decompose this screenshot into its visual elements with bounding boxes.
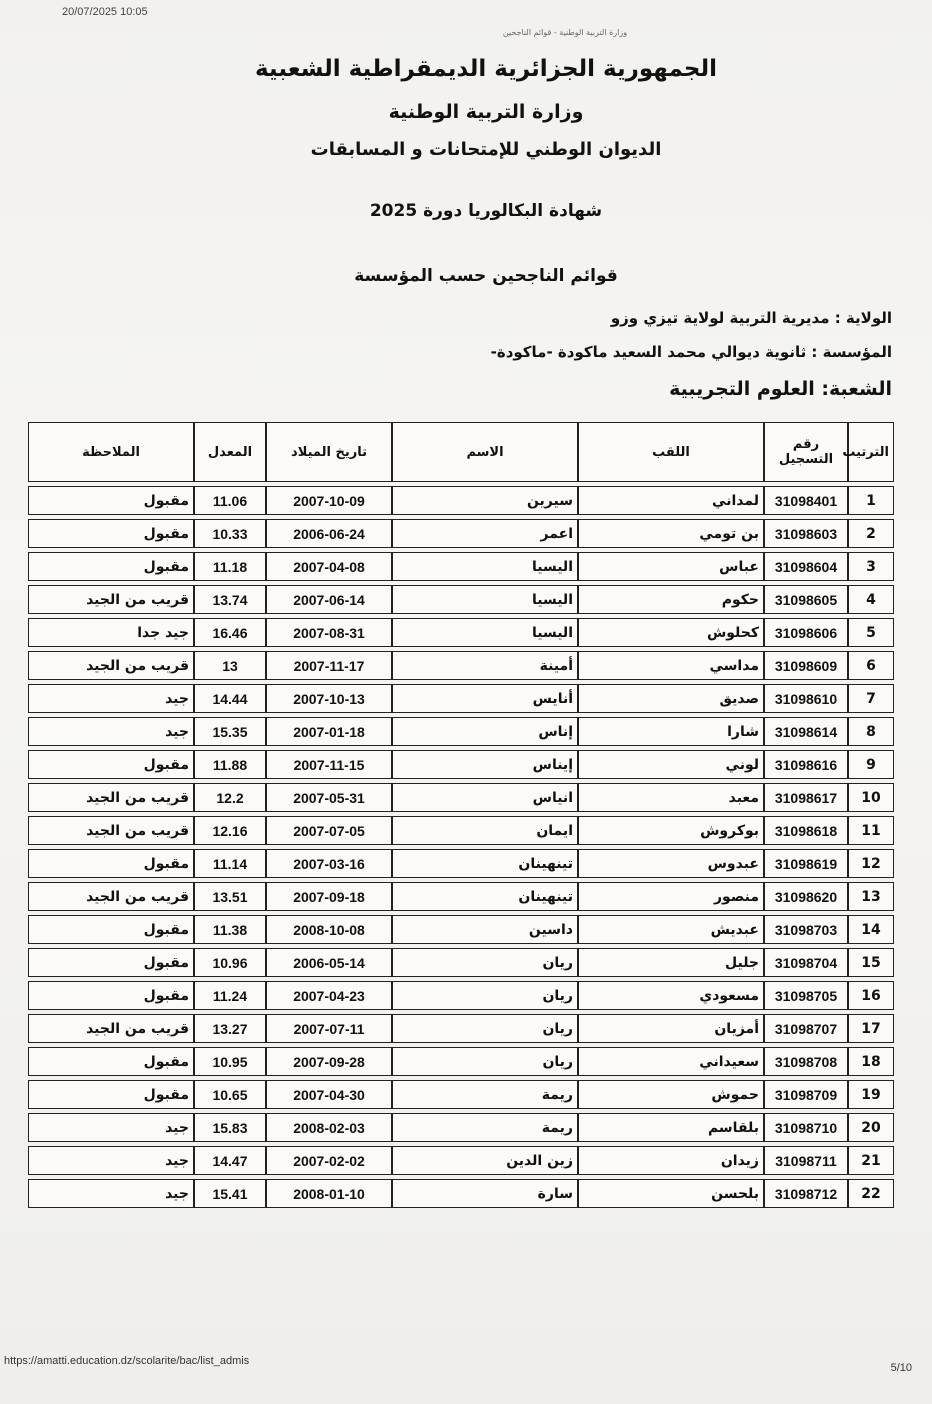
birth-date-cell: 2007-07-11: [266, 1014, 392, 1043]
birth-date-cell: 2008-10-08: [266, 915, 392, 944]
first-name-cell: أنايس: [392, 684, 578, 713]
table-row: [28, 618, 894, 647]
average-cell: 13: [194, 651, 266, 680]
first-name-cell: داسين: [392, 915, 578, 944]
rank-cell: 20: [848, 1113, 894, 1142]
birth-date-cell: 2007-11-17: [266, 651, 392, 680]
rank-cell: 8: [848, 717, 894, 746]
birth-date-cell: 2008-02-03: [266, 1113, 392, 1142]
rank-cell: 14: [848, 915, 894, 944]
remark-cell: مقبول: [28, 486, 194, 515]
header-rank: الترتيب: [848, 422, 894, 482]
last-name-cell: جليل: [578, 948, 764, 977]
table-row: [28, 981, 894, 1010]
last-name-cell: لمداني: [578, 486, 764, 515]
office-title: الديوان الوطني للإمتحانات و المسابقات: [310, 139, 662, 160]
birth-date-cell: 2007-09-28: [266, 1047, 392, 1076]
last-name-cell: عبدوس: [578, 849, 764, 878]
registration-cell: 31098614: [764, 717, 848, 746]
table-row: [28, 585, 894, 614]
rank-cell: 4: [848, 585, 894, 614]
rank-cell: 12: [848, 849, 894, 878]
registration-cell: 31098708: [764, 1047, 848, 1076]
last-name-cell: أمزيان: [578, 1014, 764, 1043]
first-name-cell: اعمر: [392, 519, 578, 548]
table-row: [28, 1080, 894, 1109]
rank-cell: 15: [848, 948, 894, 977]
average-cell: 15.83: [194, 1113, 266, 1142]
table-row: [28, 651, 894, 680]
remark-cell: قريب من الجيد: [28, 585, 194, 614]
table-row: [28, 1113, 894, 1142]
remark-cell: مقبول: [28, 1047, 194, 1076]
first-name-cell: ريان: [392, 1047, 578, 1076]
average-cell: 10.95: [194, 1047, 266, 1076]
registration-cell: 31098604: [764, 552, 848, 581]
last-name-cell: سعيداني: [578, 1047, 764, 1076]
footer-url: https://amatti.education.dz/scolarite/bac/list_admis: [4, 1355, 250, 1367]
birth-date-cell: 2007-10-09: [266, 486, 392, 515]
average-cell: 12.16: [194, 816, 266, 845]
results-table: [28, 418, 894, 1212]
first-name-cell: ايمان: [392, 816, 578, 845]
registration-cell: 31098711: [764, 1146, 848, 1175]
last-name-cell: معبد: [578, 783, 764, 812]
last-name-cell: بلحسن: [578, 1179, 764, 1208]
last-name-cell: عباس: [578, 552, 764, 581]
header-last: اللقب: [578, 422, 764, 482]
registration-cell: 31098705: [764, 981, 848, 1010]
table-row: [28, 552, 894, 581]
last-name-cell: زيدان: [578, 1146, 764, 1175]
rank-cell: 6: [848, 651, 894, 680]
first-name-cell: ريان: [392, 948, 578, 977]
registration-cell: 31098618: [764, 816, 848, 845]
registration-cell: 31098605: [764, 585, 848, 614]
header-note: الملاحظة: [28, 422, 194, 482]
average-cell: 12.2: [194, 783, 266, 812]
average-cell: 10.96: [194, 948, 266, 977]
first-name-cell: ريان: [392, 1014, 578, 1043]
first-name-cell: سيرين: [392, 486, 578, 515]
first-name-cell: اليسيا: [392, 552, 578, 581]
rank-cell: 11: [848, 816, 894, 845]
remark-cell: جيد: [28, 1179, 194, 1208]
first-name-cell: تينهينان: [392, 849, 578, 878]
remark-cell: جيد جدا: [28, 618, 194, 647]
republic-title: الجمهورية الجزائرية الديمقراطية الشعبية: [254, 56, 718, 82]
average-cell: 15.41: [194, 1179, 266, 1208]
remark-cell: جيد: [28, 1113, 194, 1142]
average-cell: 16.46: [194, 618, 266, 647]
registration-cell: 31098616: [764, 750, 848, 779]
average-cell: 11.06: [194, 486, 266, 515]
table-row: [28, 849, 894, 878]
first-name-cell: ريمة: [392, 1080, 578, 1109]
last-name-cell: بلقاسم: [578, 1113, 764, 1142]
table-row: [28, 519, 894, 548]
registration-cell: 31098707: [764, 1014, 848, 1043]
first-name-cell: إيناس: [392, 750, 578, 779]
birth-date-cell: 2007-11-15: [266, 750, 392, 779]
birth-date-cell: 2006-05-14: [266, 948, 392, 977]
table-row: [28, 486, 894, 515]
institution-line: المؤسسة : ثانوية ديوالي محمد السعيد ماكودة -ماكودة-: [490, 343, 892, 361]
average-cell: 13.74: [194, 585, 266, 614]
ministry-title: وزارة التربية الوطنية: [388, 101, 584, 123]
rank-cell: 18: [848, 1047, 894, 1076]
average-cell: 11.24: [194, 981, 266, 1010]
list-title: قوائم الناجحين حسب المؤسسة: [354, 266, 618, 286]
header-first: الاسم: [392, 422, 578, 482]
rank-cell: 19: [848, 1080, 894, 1109]
birth-date-cell: 2007-03-16: [266, 849, 392, 878]
last-name-cell: حموش: [578, 1080, 764, 1109]
table-row: [28, 750, 894, 779]
birth-date-cell: 2007-02-02: [266, 1146, 392, 1175]
average-cell: 15.35: [194, 717, 266, 746]
last-name-cell: عبديش: [578, 915, 764, 944]
registration-cell: 31098620: [764, 882, 848, 911]
first-name-cell: زين الدين: [392, 1146, 578, 1175]
table-row: [28, 915, 894, 944]
birth-date-cell: 2007-05-31: [266, 783, 392, 812]
table-row: [28, 1014, 894, 1043]
birth-date-cell: 2007-06-14: [266, 585, 392, 614]
remark-cell: مقبول: [28, 948, 194, 977]
print-date: 20/07/2025 10:05: [62, 6, 148, 18]
remark-cell: قريب من الجيد: [28, 882, 194, 911]
average-cell: 14.47: [194, 1146, 266, 1175]
first-name-cell: اليسيا: [392, 585, 578, 614]
table-row: [28, 1146, 894, 1175]
first-name-cell: ريان: [392, 981, 578, 1010]
rank-cell: 21: [848, 1146, 894, 1175]
remark-cell: مقبول: [28, 519, 194, 548]
registration-cell: 31098712: [764, 1179, 848, 1208]
first-name-cell: تينهينان: [392, 882, 578, 911]
header-reg: رقم التسجيل: [764, 422, 848, 482]
birth-date-cell: 2006-06-24: [266, 519, 392, 548]
remark-cell: مقبول: [28, 552, 194, 581]
page-number: 5/10: [890, 1362, 912, 1374]
table-row: [28, 684, 894, 713]
birth-date-cell: 2007-01-18: [266, 717, 392, 746]
last-name-cell: صديق: [578, 684, 764, 713]
last-name-cell: لوني: [578, 750, 764, 779]
table-header-row: [28, 422, 894, 482]
birth-date-cell: 2007-04-30: [266, 1080, 392, 1109]
remark-cell: جيد: [28, 684, 194, 713]
table-row: [28, 948, 894, 977]
last-name-cell: منصور: [578, 882, 764, 911]
exam-title: شهادة البكالوريا دورة 2025: [369, 201, 603, 221]
registration-cell: 31098603: [764, 519, 848, 548]
first-name-cell: انياس: [392, 783, 578, 812]
table-row: [28, 882, 894, 911]
branch-line: الشعبة: العلوم التجريبية: [669, 378, 892, 400]
rank-cell: 22: [848, 1179, 894, 1208]
first-name-cell: اليسيا: [392, 618, 578, 647]
average-cell: 13.51: [194, 882, 266, 911]
birth-date-cell: 2007-08-31: [266, 618, 392, 647]
registration-cell: 31098401: [764, 486, 848, 515]
table-row: [28, 1179, 894, 1208]
rank-cell: 13: [848, 882, 894, 911]
rank-cell: 10: [848, 783, 894, 812]
average-cell: 11.38: [194, 915, 266, 944]
first-name-cell: ريمة: [392, 1113, 578, 1142]
registration-cell: 31098610: [764, 684, 848, 713]
average-cell: 10.65: [194, 1080, 266, 1109]
birth-date-cell: 2008-01-10: [266, 1179, 392, 1208]
remark-cell: مقبول: [28, 750, 194, 779]
registration-cell: 31098710: [764, 1113, 848, 1142]
rank-cell: 16: [848, 981, 894, 1010]
average-cell: 13.27: [194, 1014, 266, 1043]
rank-cell: 2: [848, 519, 894, 548]
last-name-cell: بن تومي: [578, 519, 764, 548]
rank-cell: 7: [848, 684, 894, 713]
rank-cell: 5: [848, 618, 894, 647]
header-dob: تاريخ الميلاد: [266, 422, 392, 482]
table-row: [28, 1047, 894, 1076]
header-avg: المعدل: [194, 422, 266, 482]
average-cell: 14.44: [194, 684, 266, 713]
registration-cell: 31098619: [764, 849, 848, 878]
last-name-cell: حكوم: [578, 585, 764, 614]
remark-cell: مقبول: [28, 1080, 194, 1109]
first-name-cell: أمينة: [392, 651, 578, 680]
rank-cell: 17: [848, 1014, 894, 1043]
average-cell: 11.88: [194, 750, 266, 779]
table-row: [28, 717, 894, 746]
remark-cell: مقبول: [28, 849, 194, 878]
remark-cell: مقبول: [28, 915, 194, 944]
average-cell: 11.14: [194, 849, 266, 878]
rank-cell: 1: [848, 486, 894, 515]
first-name-cell: سارة: [392, 1179, 578, 1208]
rank-cell: 9: [848, 750, 894, 779]
remark-cell: جيد: [28, 1146, 194, 1175]
registration-cell: 31098709: [764, 1080, 848, 1109]
birth-date-cell: 2007-10-13: [266, 684, 392, 713]
birth-date-cell: 2007-04-23: [266, 981, 392, 1010]
remark-cell: قريب من الجيد: [28, 783, 194, 812]
birth-date-cell: 2007-04-08: [266, 552, 392, 581]
average-cell: 11.18: [194, 552, 266, 581]
table-row: [28, 783, 894, 812]
registration-cell: 31098704: [764, 948, 848, 977]
remark-cell: جيد: [28, 717, 194, 746]
birth-date-cell: 2007-07-05: [266, 816, 392, 845]
last-name-cell: شارا: [578, 717, 764, 746]
last-name-cell: بوكروش: [578, 816, 764, 845]
birth-date-cell: 2007-09-18: [266, 882, 392, 911]
remark-cell: قريب من الجيد: [28, 651, 194, 680]
last-name-cell: مسعودي: [578, 981, 764, 1010]
remark-cell: قريب من الجيد: [28, 816, 194, 845]
remark-cell: مقبول: [28, 981, 194, 1010]
average-cell: 10.33: [194, 519, 266, 548]
registration-cell: 31098617: [764, 783, 848, 812]
rank-cell: 3: [848, 552, 894, 581]
registration-cell: 31098609: [764, 651, 848, 680]
remark-cell: قريب من الجيد: [28, 1014, 194, 1043]
last-name-cell: كحلوش: [578, 618, 764, 647]
table-row: [28, 816, 894, 845]
registration-cell: 31098606: [764, 618, 848, 647]
last-name-cell: مداسي: [578, 651, 764, 680]
tiny-header: وزارة التربية الوطنية - قوائم الناجحين: [502, 28, 628, 37]
first-name-cell: إناس: [392, 717, 578, 746]
registration-cell: 31098703: [764, 915, 848, 944]
wilaya-line: الولاية : مديرية التربية لولاية تيزي وزو: [610, 309, 892, 327]
